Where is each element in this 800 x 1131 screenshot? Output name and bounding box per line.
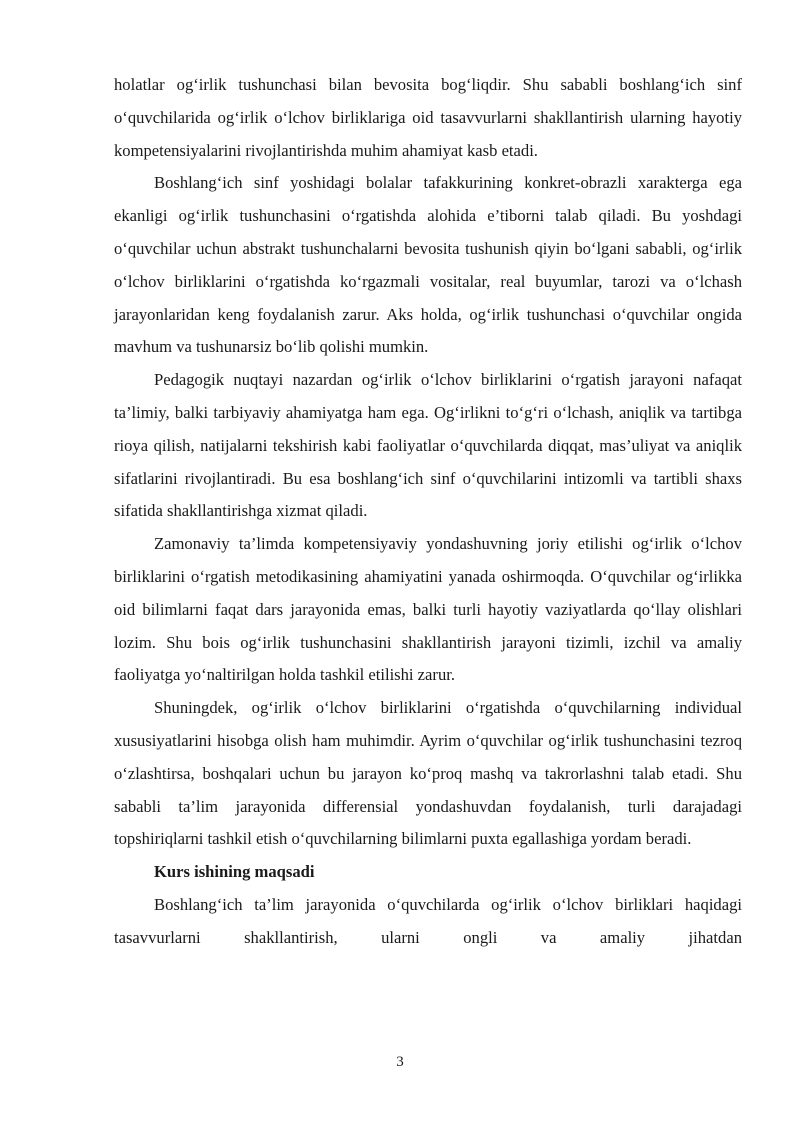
paragraph-4: Zamonaviy ta’limda kompetensiyaviy yondashuvning joriy etilishi og‘irlik o‘lchov birliklarini o‘rgatish metodikasining ahamiyatini yanada oshirmoqda. O‘quvchilar og‘irlikka oid bilimlarni faqat dars jarayonida emas, balki turli hayotiy vaziyatlarda qo‘llay olishlari lozim. Shu bois og‘irlik tushunchasini shakllantirish jarayoni tizimli, izchil va amaliy faoliyatga yo‘naltirilgan holda tashkil etilishi zarur. [114, 534, 742, 685]
document-page [114, 69, 742, 955]
page-number: 3 [396, 1054, 404, 1070]
section-heading: Kurs ishining maqsadi [154, 862, 315, 882]
paragraph-5: Shuningdek, og‘irlik o‘lchov birliklarini o‘rgatishda o‘quvchilarning individual xususiyatlarini hisobga olish ham muhimdir. Ayrim o‘quvchilar og‘irlik tushunchasini tezroq o‘zlashtirsa, boshqalari uchun bu jarayon ko‘proq mashq va takrorlashni talab etadi. Shu sababli ta’lim jarayonida differensial yondashuvdan foydalanish, turli darajadagi topshiriqlarni tashkil etish o‘quvchilarning bilimlarni puxta egallashiga yordam beradi. [114, 698, 742, 849]
paragraph-1: holatlar og‘irlik tushunchasi bilan bevosita bog‘liqdir. Shu sababli boshlang‘ich sinf o‘quvchilarida og‘irlik o‘lchov birliklariga oid tasavvurlarni shakllantirish ularning hayotiy kompetensiyalarini rivojlantirishda muhim ahamiyat kasb etadi. [114, 75, 742, 160]
paragraph-3: Pedagogik nuqtayi nazardan og‘irlik o‘lchov birliklarini o‘rgatish jarayoni nafaqat ta’limiy, balki tarbiyaviy ahamiyatga ham ega. Og‘irlikni to‘g‘ri o‘lchash, aniqlik va tartibga rioya qilish, natijalarni tekshirish kabi faoliyatlar o‘quvchilarda diqqat, mas’uliyat va aniqlik sifatlarini rivojlantiradi. Bu esa boshlang‘ich sinf o‘quvchilarini intizomli va tartibli shaxs sifatida shakllantirishga xizmat qiladi. [114, 370, 742, 521]
paragraph-2: Boshlang‘ich sinf yoshidagi bolalar tafakkurining konkret-obrazli xarakterga ega ekanligi og‘irlik tushunchasini o‘rgatishda alohida e’tiborni talab qiladi. Bu yoshdagi o‘quvchilar uchun abstrakt tushunchalarni bevosita tushunish qiyin bo‘lgani sababli, og‘irlik o‘lchov birliklarini o‘rgatishda ko‘rgazmali vositalar, real buyumlar, tarozi va o‘lchash jarayonlaridan keng foydalanish zarur. Aks holda, og‘irlik tushunchasi o‘quvchilar ongida mavhum va tushunarsiz bo‘lib qolishi mumkin. [114, 173, 742, 357]
paragraph-final: Boshlang‘ich ta’lim jarayonida o‘quvchilarda og‘irlik o‘lchov birliklari haqidagi tasavvurlarni shakllantirish, ularni ongli va amaliy jihatdan [114, 894, 742, 947]
